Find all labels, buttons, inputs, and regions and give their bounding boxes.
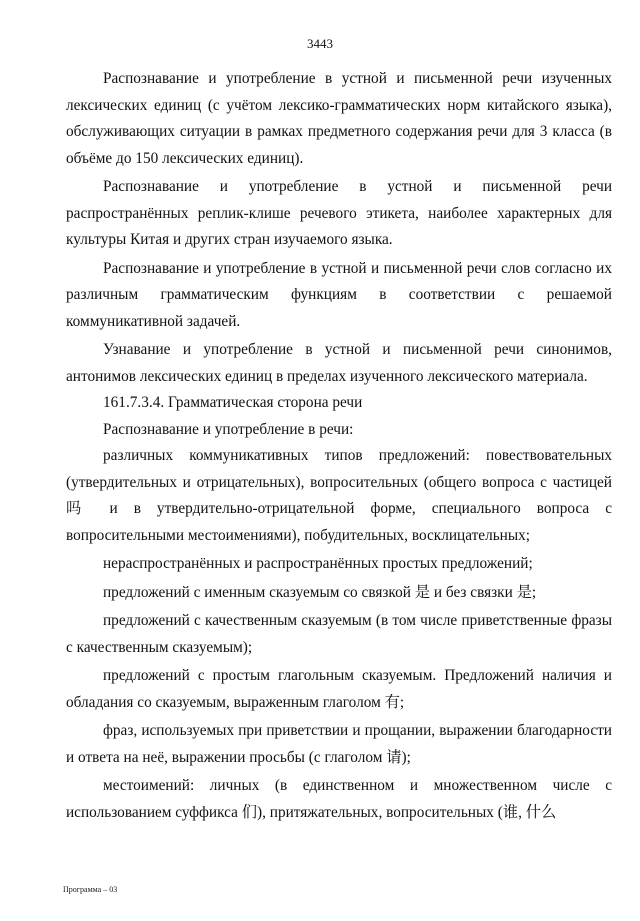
footer-program-label: Программа – 03 (63, 885, 118, 894)
page-number: 3443 (307, 36, 333, 51)
paragraph-verbal-predicate: предложений с простым глагольным сказуемым. Предложений наличия и обладания со сказуемым, выраженным глаголом 有; (66, 667, 612, 711)
paragraph-grammatical-functions: Распознавание и употребление в устной и письменной речи слов согласно их различным грамматическим функциям в соответствии с решаемой коммуникативной задачей. (66, 259, 612, 330)
document-body (66, 66, 612, 826)
paragraph-simple-sentences: нераспространённых и распространённых простых предложений; (103, 555, 533, 572)
paragraph-intro-grammar: Распознавание и употребление в речи: (103, 420, 354, 438)
paragraph-pronouns: местоимений: личных (в единственном и множественном числе с использованием суффикса 们), притяжательных, вопросительных (谁, 什么 (66, 777, 612, 821)
paragraph-lexical-units: Распознавание и употребление в устной и письменной речи изученных лексических единиц (с учётом лексико-грамматических норм китайского языка), обслуживающих ситуации в рамках предметного содержания речи для 3 класса (в объёме до 150 лексических единиц). (66, 70, 612, 167)
paragraph-synonyms-antonyms: Узнавание и употребление в устной и письменной речи синонимов, антонимов лексических единиц в пределах изученного лексического материала. (66, 341, 612, 385)
paragraph-nominal-predicate: предложений с именным сказуемым со связкой 是 и без связки 是; (103, 583, 537, 601)
paragraph-phrases: фраз, используемых при приветствии и прощании, выражении благодарности и ответа на неё, выражении просьбы (с глаголом 请); (66, 722, 612, 766)
paragraph-sentence-types: различных коммуникативных типов предложений: повествовательных (утвердительных и отрицательных), вопросительных (общего вопроса с частицей 吗 и в утвердительно-отрицательной форме, специального вопроса с вопросительными местоимениями), побудительных, восклицательных; (66, 447, 612, 544)
paragraph-speech-etiquette: Распознавание и употребление в устной и письменной речи распространённых реплик-клише речевого этикета, наиболее характерных для культуры Китая и других стран изучаемого языка. (66, 178, 612, 248)
paragraph-qualitative-predicate: предложений с качественным сказуемым (в том числе приветственные фразы с качественным сказуемым); (66, 612, 612, 656)
section-heading-grammar: 161.7.3.4. Грамматическая сторона речи (103, 394, 363, 411)
